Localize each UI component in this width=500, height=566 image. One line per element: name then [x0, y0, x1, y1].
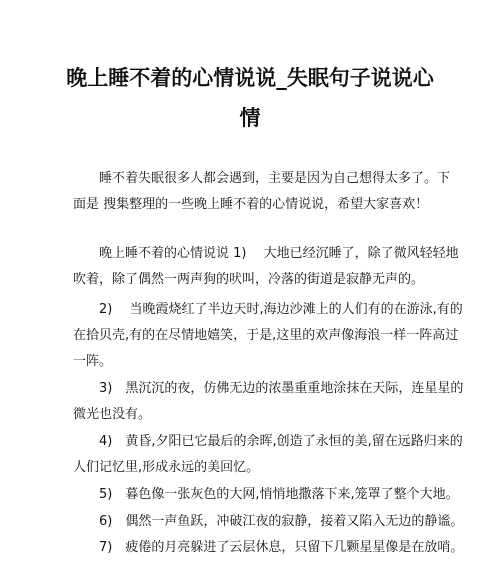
quote-item-3-line-1: 3) 黑沉沉的夜，仿佛无边的浓墨重重地涂抹在天际，连星星的	[99, 381, 464, 396]
quote-item-4	[73, 429, 463, 481]
quote-item-1-line-2: 吹着，除了偶然一两声狗的吠叫，冷落的街道是寂静无声的。	[73, 272, 425, 287]
quote-item-2-line-1: 2) 当晚霞烧红了半边天时,海边沙滩上的人们有的在游泳,有的	[99, 302, 463, 317]
quote-item-4-line-2: 人们记忆里,形成永远的美回忆。	[73, 460, 260, 475]
intro-line-2: 面是 搜集整理的一些晚上睡不着的心情说说，希望大家喜欢！	[73, 197, 429, 212]
quote-item-3-line-2: 微光也没有。	[73, 407, 152, 422]
document-title-line2: 情	[239, 106, 261, 130]
quote-item-6-line-1: 6) 偶然一声鱼跃，冲破江夜的寂静，接着又陷入无边的静谧。	[99, 514, 464, 529]
quote-item-1-line-1: 晚上睡不着的心情说说 1) 大地已经沉睡了，除了微风轻轻地	[99, 246, 459, 261]
intro-paragraph	[73, 166, 451, 218]
quote-item-6	[73, 509, 464, 535]
document-title-line1: 晚上睡不着的心情说说_失眠句子说说心	[66, 66, 434, 90]
quote-item-2	[73, 297, 463, 375]
quote-item-2-line-3: 一阵。	[73, 354, 113, 369]
quote-item-7	[73, 535, 464, 561]
intro-line-1: 睡不着失眠很多人都会遇到，主要是因为自己想得太多了。下	[99, 171, 451, 186]
quote-item-7-line-1: 7) 疲倦的月亮躲进了云层休息，只留下几颗星星像是在放哨。	[99, 540, 464, 555]
quote-item-5	[73, 482, 459, 508]
quote-item-1	[73, 241, 459, 293]
quote-item-3	[73, 376, 464, 428]
quote-item-5-line-1: 5) 暮色像一张灰色的大网,悄悄地撒落下来,笼罩了整个大地。	[99, 487, 459, 502]
quote-item-2-line-2: 在拾贝壳,有的在尽情地嬉笑，于是,这里的欢声像海浪一样一阵高过	[73, 328, 459, 343]
quote-item-4-line-1: 4) 黄昏,夕阳已它最后的余晖,创造了永恒的美,留在远路归来的	[99, 434, 463, 449]
